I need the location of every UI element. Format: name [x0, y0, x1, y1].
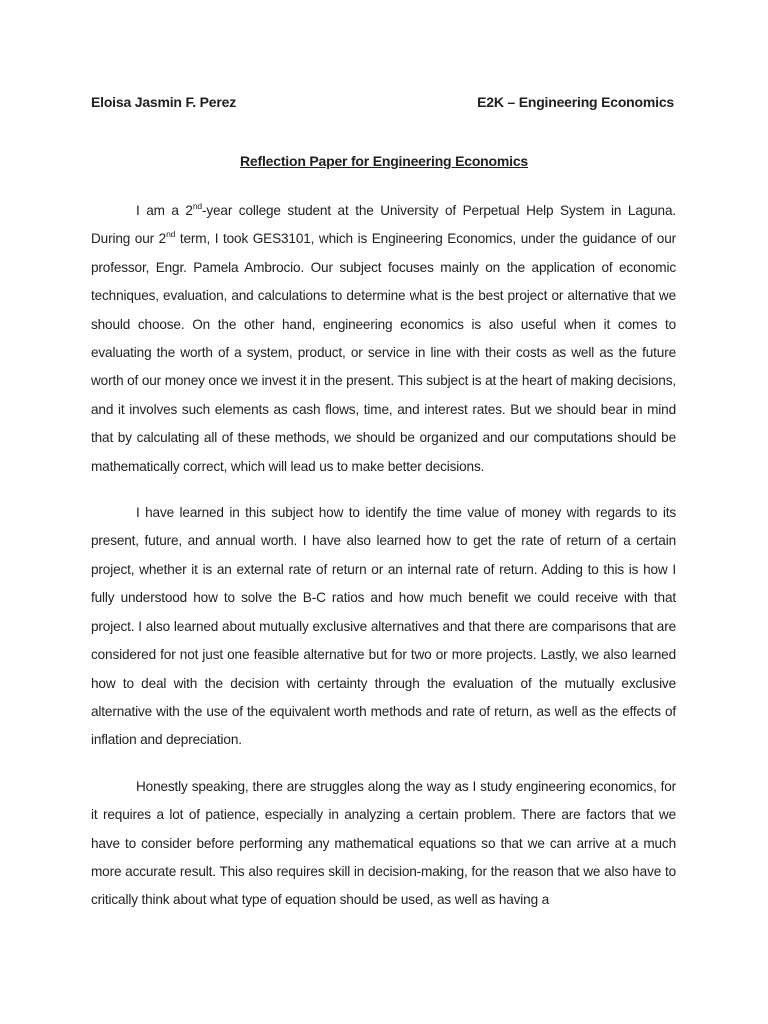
- paragraph-1-text-b: -year college student at the University of Perpetual Help System in Laguna. During our 2: [91, 203, 676, 247]
- superscript-nd: nd: [166, 229, 176, 240]
- paragraph-2: I have learned in this subject how to identify the time value of money with regards to its present, future, and annual worth. I have also learned how to get the rate of return of a certain project, whether it is an external rate of return or an internal rate of return. Adding to this is how I fully understood how to solve the B-C ratios and how much benefit we could receive with that project. I also learned about mutually exclusive alternatives and that there are comparisons that are considered for not just one feasible alternative but for two or more projects. Lastly, we also learned how to deal with the decision with certainty through the evaluation of the mutually exclusive alternative with the use of the equivalent worth methods and rate of return, as well as the effects of inflation and depreciation.: [91, 505, 676, 748]
- document-title: Reflection Paper for Engineering Economics: [240, 153, 528, 169]
- superscript-nd: nd: [192, 201, 202, 211]
- document-body: [91, 197, 676, 933]
- paragraph-1-text-c: term, I took GES3101, which is Engineering Economics, under the guidance of our professor, Engr. Pamela Ambrocio. Our subject focuses mainly on the application of economic techniques, evaluation, and calculations to determine what is the best project or alternative that we should choose. On the other hand, engineering economics is also useful when it comes to evaluating the worth of a system, product, or service in line with their costs as well as the future worth of our money once we invest it in the present. This subject is at the heart of making decisions, and it involves such elements as cash flows, time, and interest rates. But we should bear in mind that by calculating all of these methods, we should be organized and our computations should be mathematically correct, which will lead us to make better decisions.: [91, 231, 676, 474]
- document-header: [91, 94, 674, 110]
- paragraph-1: [91, 197, 676, 481]
- course-name: E2K – Engineering Economics: [477, 94, 674, 110]
- author-name: Eloisa Jasmin F. Perez: [91, 94, 237, 110]
- paragraph-1-text-a: I am a 2: [136, 203, 193, 218]
- paragraph-3: Honestly speaking, there are struggles along the way as I study engineering economics, for it requires a lot of patience, especially in analyzing a certain problem. There are factors that we have to consider before performing any mathematical equations so that we can arrive at a much more accurate result. This also requires skill in decision-making, for the reason that we also have to critically think about what type of equation should be used, as well as having a: [91, 778, 676, 908]
